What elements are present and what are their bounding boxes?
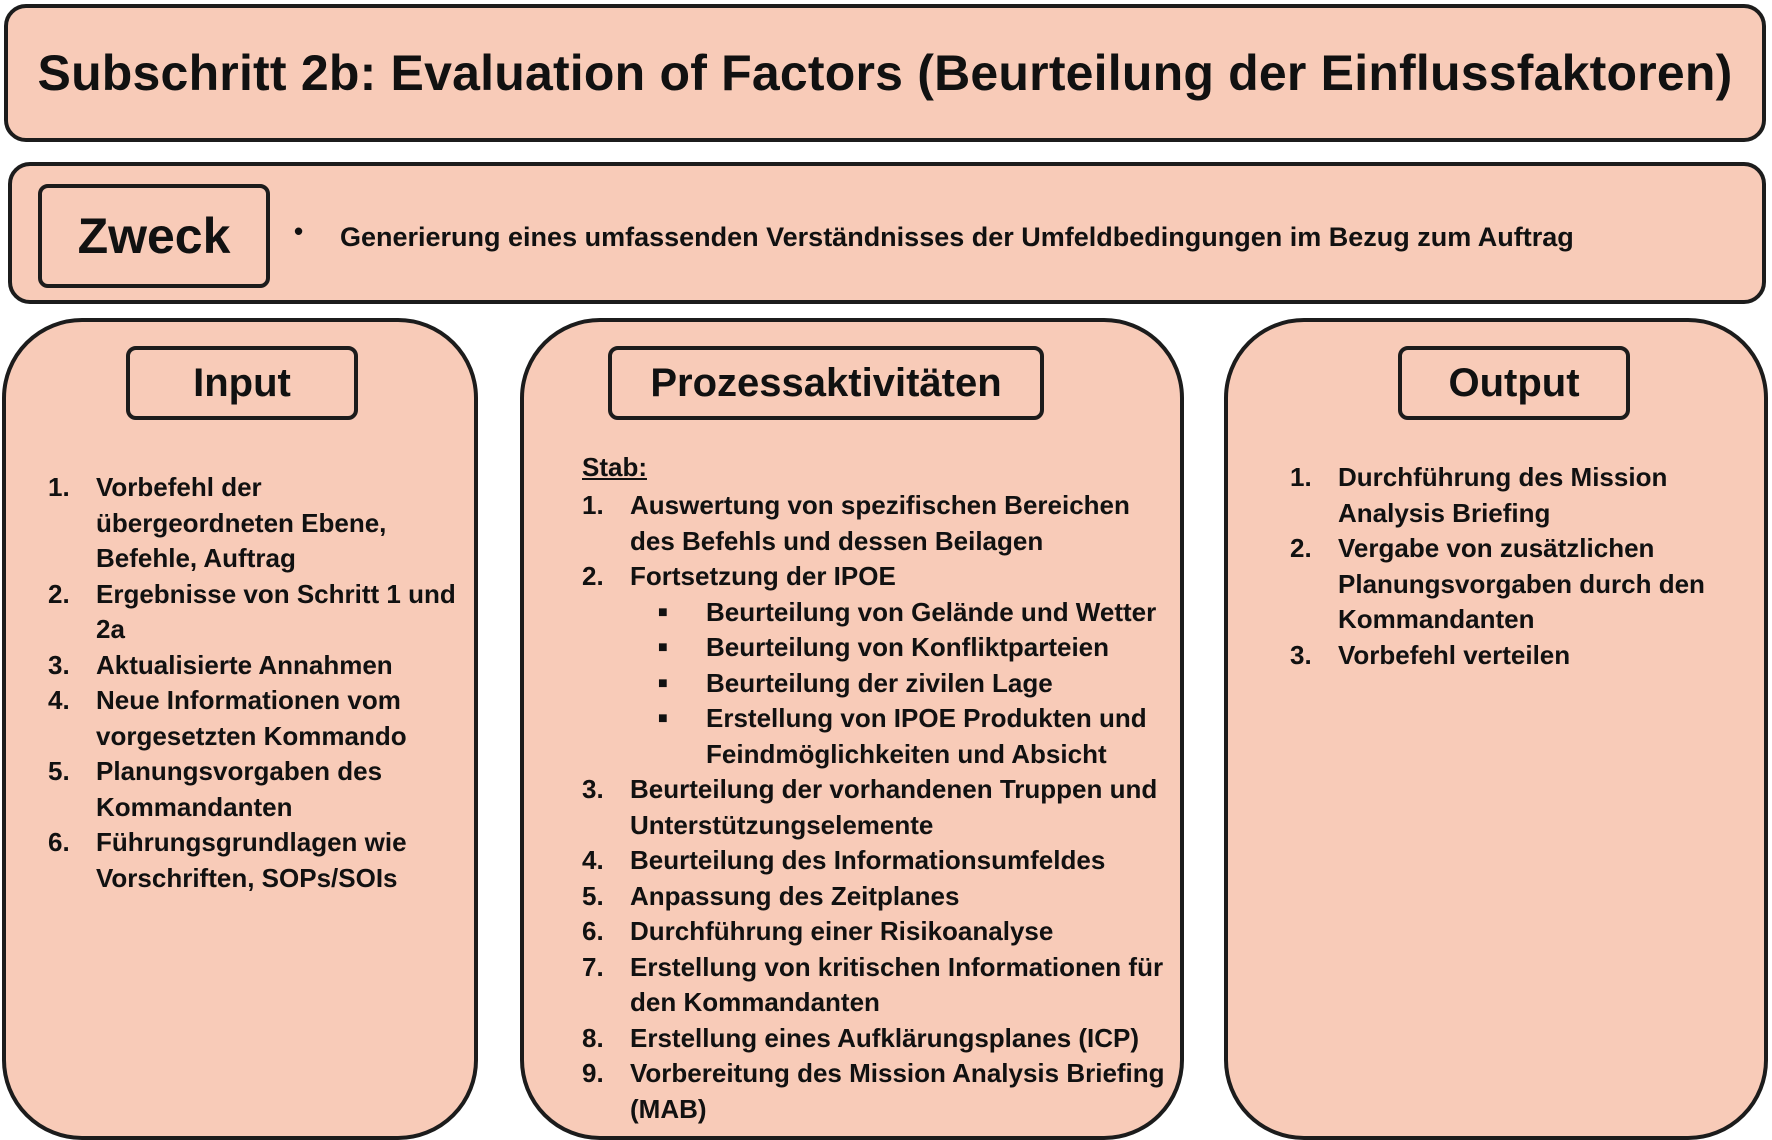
sublist-item	[630, 630, 1172, 666]
process-column	[520, 318, 1184, 1140]
item-number: 4.	[48, 685, 70, 715]
item-number: 7.	[582, 951, 604, 982]
output-list	[1290, 460, 1750, 673]
list-item	[582, 1021, 1172, 1057]
title-box	[4, 4, 1766, 142]
list-item	[582, 772, 1172, 843]
subitem-text: Beurteilung der zivilen Lage	[706, 667, 1053, 698]
item-text: Anpassung des Zeitplanes	[630, 880, 960, 911]
item-number: 8.	[582, 1022, 604, 1053]
item-text: Vorbereitung des Mission Analysis Briefing (MAB)	[630, 1058, 1165, 1124]
output-heading: Output	[1398, 346, 1630, 420]
sublist-item	[630, 595, 1172, 631]
square-bullet-icon: ■	[658, 603, 668, 621]
diagram-title: Subschritt 2b: Evaluation of Factors (Beurteilung der Einflussfaktoren)	[37, 45, 1733, 101]
list-item	[582, 914, 1172, 950]
list-item	[1290, 638, 1750, 674]
item-number: 1.	[48, 472, 70, 502]
list-item	[1290, 531, 1750, 638]
item-text: Vorbefehl der übergeordneten Ebene, Befehle, Auftrag	[96, 472, 387, 573]
list-item	[48, 648, 458, 684]
purpose-label: Zweck	[38, 184, 270, 288]
item-text: Durchführung einer Risikoanalyse	[630, 916, 1054, 946]
item-number: 1.	[582, 490, 604, 520]
input-list	[48, 470, 458, 896]
item-number: 5.	[582, 880, 604, 911]
list-item	[582, 488, 1172, 559]
list-item	[48, 754, 458, 825]
item-text: Fortsetzung der IPOE	[630, 561, 896, 591]
purpose-box	[8, 162, 1766, 304]
item-text: Erstellung eines Aufklärungsplanes (ICP)	[630, 1022, 1140, 1053]
list-item	[48, 577, 458, 648]
square-bullet-icon: ■	[658, 639, 668, 656]
item-number: 9.	[582, 1058, 604, 1088]
item-text: Vergabe von zusätzlichen Planungsvorgaben durch den Kommandanten	[1338, 533, 1705, 634]
item-text: Durchführung des Mission Analysis Briefing	[1338, 462, 1668, 528]
input-column	[2, 318, 478, 1140]
subitem-text: Erstellung von IPOE Produkten und Feindmöglichkeiten und Absicht	[706, 703, 1147, 769]
list-item	[48, 683, 458, 754]
item-text: Neue Informationen vom vorgesetzten Kommando	[96, 685, 407, 751]
item-number: 6.	[48, 827, 70, 857]
purpose-text: Generierung eines umfassenden Verständnisses der Umfeldbedingungen im Bezug zum Auftrag	[340, 222, 1574, 252]
list-item	[1290, 460, 1750, 531]
item-number: 2.	[48, 578, 70, 609]
staff-label: Stab:	[582, 452, 647, 482]
item-number: 4.	[582, 845, 604, 875]
square-bullet-icon: ■	[658, 674, 668, 692]
item-text: Beurteilung des Informationsumfeldes	[630, 845, 1106, 875]
list-item	[48, 825, 458, 896]
sublist-item	[630, 666, 1172, 702]
item-number: 6.	[582, 916, 604, 946]
process-list	[582, 488, 1172, 1127]
list-item	[582, 559, 1172, 772]
subitem-text: Beurteilung von Konfliktparteien	[706, 632, 1110, 662]
item-text: Erstellung von kritischen Informationen für den Kommandanten	[630, 951, 1164, 1017]
ipoe-sublist	[630, 595, 1172, 773]
item-number: 2.	[1290, 533, 1312, 563]
list-item	[582, 1056, 1172, 1127]
item-number: 3.	[582, 774, 604, 804]
list-item	[48, 470, 458, 577]
item-text: Ergebnisse von Schritt 1 und 2a	[96, 578, 456, 644]
input-heading: Input	[126, 346, 358, 420]
item-text: Aktualisierte Annahmen	[96, 649, 393, 680]
list-item	[582, 879, 1172, 915]
square-bullet-icon: ■	[658, 710, 668, 727]
list-item	[582, 843, 1172, 879]
output-column	[1224, 318, 1768, 1140]
item-number: 1.	[1290, 462, 1312, 492]
item-number: 3.	[48, 649, 70, 680]
list-item	[582, 950, 1172, 1021]
process-heading: Prozessaktivitäten	[608, 346, 1044, 420]
item-number: 3.	[1290, 639, 1312, 670]
item-text: Planungsvorgaben des Kommandanten	[96, 756, 383, 822]
item-text: Führungsgrundlagen wie Vorschriften, SOPs/SOIs	[96, 827, 407, 893]
item-text: Vorbefehl verteilen	[1338, 639, 1571, 670]
item-number: 5.	[48, 756, 70, 786]
item-text: Auswertung von spezifischen Bereichen des Befehls und dessen Beilagen	[630, 490, 1130, 556]
item-number: 2.	[582, 561, 604, 591]
item-text: Beurteilung der vorhandenen Truppen und Unterstützungselemente	[630, 774, 1158, 840]
subitem-text: Beurteilung von Gelände und Wetter	[706, 596, 1157, 627]
purpose-bullet: •	[294, 216, 304, 246]
sublist-item	[630, 701, 1172, 772]
